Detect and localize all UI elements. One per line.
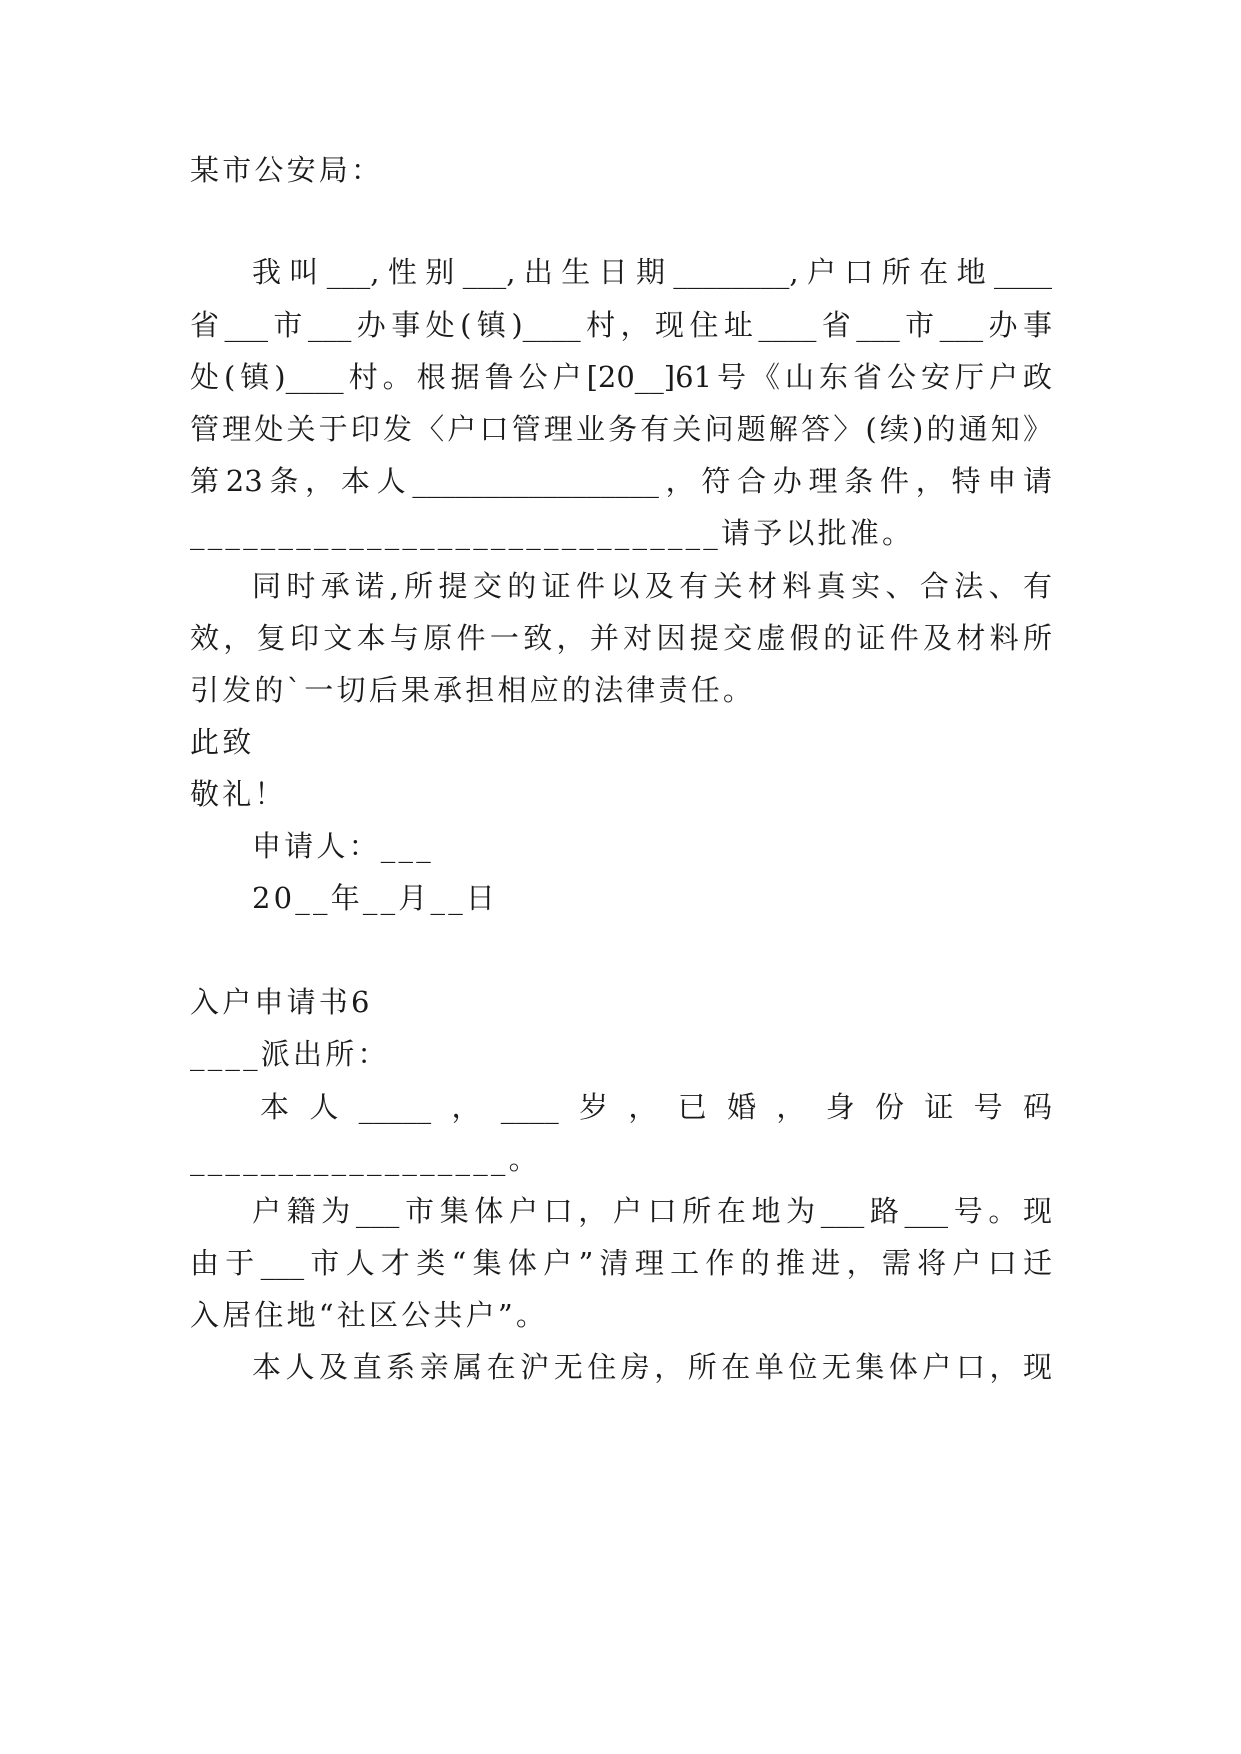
closing-phrase: 此致	[190, 725, 255, 759]
date-line: 20__年__月__日	[252, 881, 499, 915]
paragraph-line: 我叫___,性别___,出生日期________,户口所在地____	[252, 255, 1052, 289]
addressee: ____派出所：	[190, 1037, 390, 1071]
paragraph-line: 本人_____，____岁，已婚，身份证号码	[260, 1090, 1052, 1124]
paragraph-line: ______________________________请予以批准。	[190, 516, 915, 550]
applicant-signature: 申请人：___	[252, 829, 434, 863]
paragraph-line: 同时承诺,所提交的证件以及有关材料真实、合法、有	[252, 569, 1052, 603]
paragraph-line: 由于___市人才类“集体户”清理工作的推进，需将户口迁	[190, 1246, 1052, 1280]
paragraph-line: 第23条，本人_________________，符合办理条件，特申请	[190, 464, 1052, 498]
paragraph-line: 引发的`一切后果承担相应的法律责任。	[190, 673, 756, 707]
closing-salute: 敬礼！	[190, 777, 287, 811]
salutation: 某市公安局：	[190, 153, 384, 187]
paragraph-line: 本人及直系亲属在沪无住房，所在单位无集体户口，现	[252, 1350, 1052, 1384]
paragraph-line: 管理处关于印发〈户口管理业务有关问题解答〉(续)的通知》	[190, 412, 1052, 446]
paragraph-line: __________________。	[190, 1142, 541, 1176]
paragraph-line: 入居住地“社区公共户”。	[190, 1298, 549, 1332]
paragraph-line: 效，复印文本与原件一致，并对因提交虚假的证件及材料所	[190, 621, 1052, 655]
section-title: 入户申请书6	[190, 985, 373, 1019]
paragraph-line: 户籍为___市集体户口，户口所在地为___路___号。现	[252, 1194, 1052, 1228]
paragraph-line: 省___市___办事处(镇)____村，现住址____省___市___办事	[190, 308, 1052, 342]
paragraph-line: 处(镇)____村。根据鲁公户[20__]61号《山东省公安厅户政	[190, 360, 1052, 394]
